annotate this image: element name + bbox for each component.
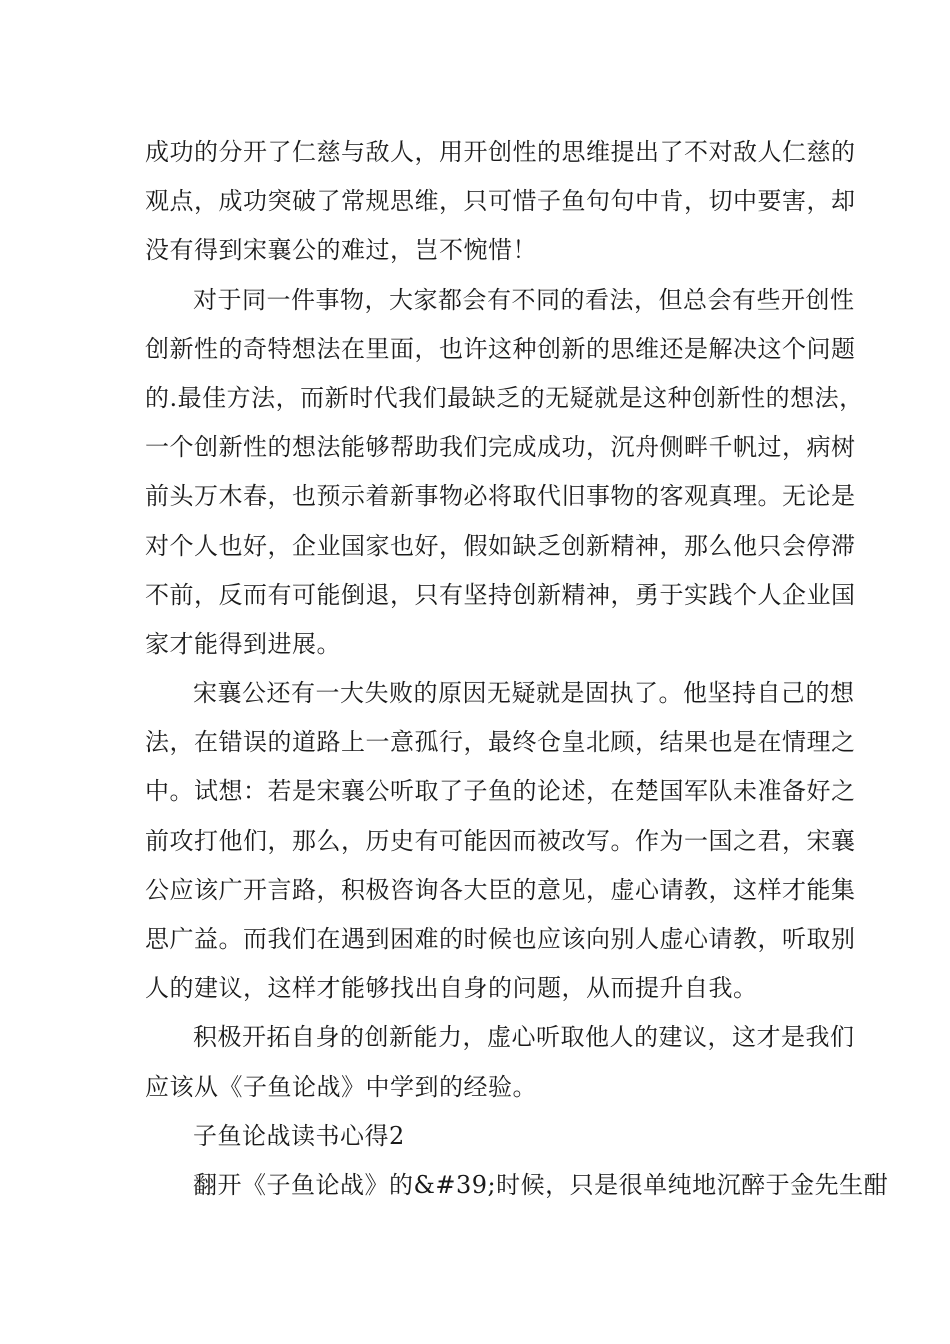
- paragraph-2-line-2: 创新性的奇特想法在里面，也许这种创新的思维还是解决这个问题: [145, 334, 856, 363]
- section-heading: 子鱼论战读书心得2: [193, 1121, 405, 1150]
- paragraph-1-line-3: 没有得到宋襄公的难过，岂不惋惜！: [145, 236, 537, 265]
- paragraph-3-line-4: 前攻打他们，那么，历史有可能因而被改写。作为一国之君，宋襄: [145, 826, 856, 855]
- paragraph-2-line-3: 的.最佳方法，而新时代我们最缺乏的无疑就是这种创新性的想法，: [145, 383, 864, 412]
- paragraph-3-line-2: 法，在错误的道路上一意孤行，最终仓皇北顾，结果也是在情理之: [145, 728, 856, 757]
- paragraph-2-line-6: 对个人也好，企业国家也好，假如缺乏创新精神，那么他只会停滞: [145, 531, 856, 560]
- paragraph-2-line-1: 对于同一件事物，大家都会有不同的看法，但总会有些开创性: [193, 285, 855, 314]
- paragraph-2-line-4: 一个创新性的想法能够帮助我们完成成功，沉舟侧畔千帆过，病树: [145, 433, 856, 462]
- paragraph-3-line-3: 中。试想：若是宋襄公听取了子鱼的论述，在楚国军队未准备好之: [145, 777, 856, 806]
- paragraph-1-line-2: 观点，成功突破了常规思维，只可惜子鱼句句中肯，切中要害，却: [145, 187, 856, 216]
- paragraph-3-line-7: 人的建议，这样才能够找出自身的问题，从而提升自我。: [145, 974, 758, 1003]
- paragraph-2-line-5: 前头万木春，也预示着新事物必将取代旧事物的客观真理。无论是: [145, 482, 856, 511]
- paragraph-4-line-2: 应该从《子鱼论战》中学到的经验。: [145, 1072, 537, 1101]
- paragraph-5-line-1: 翻开《子鱼论战》的&#39;时候，只是很单纯地沉醉于金先生酣: [193, 1170, 889, 1199]
- paragraph-3-line-5: 公应该广开言路，积极咨询各大臣的意见，虚心请教，这样才能集: [145, 875, 856, 904]
- paragraph-4-line-1: 积极开拓自身的创新能力，虚心听取他人的建议，这才是我们: [193, 1023, 855, 1052]
- paragraph-3-line-1: 宋襄公还有一大失败的原因无疑就是固执了。他坚持自己的想: [193, 679, 855, 708]
- document-body: [145, 128, 889, 1210]
- paragraph-3-line-6: 思广益。而我们在遇到困难的时候也应该向别人虚心请教，听取别: [145, 925, 856, 953]
- paragraph-2-line-8: 家才能得到进展。: [145, 629, 341, 658]
- paragraph-1-line-1: 成功的分开了仁慈与敌人，用开创性的思维提出了不对敌人仁慈的: [145, 138, 856, 166]
- paragraph-2-line-7: 不前，反而有可能倒退，只有坚持创新精神，勇于实践个人企业国: [145, 580, 856, 609]
